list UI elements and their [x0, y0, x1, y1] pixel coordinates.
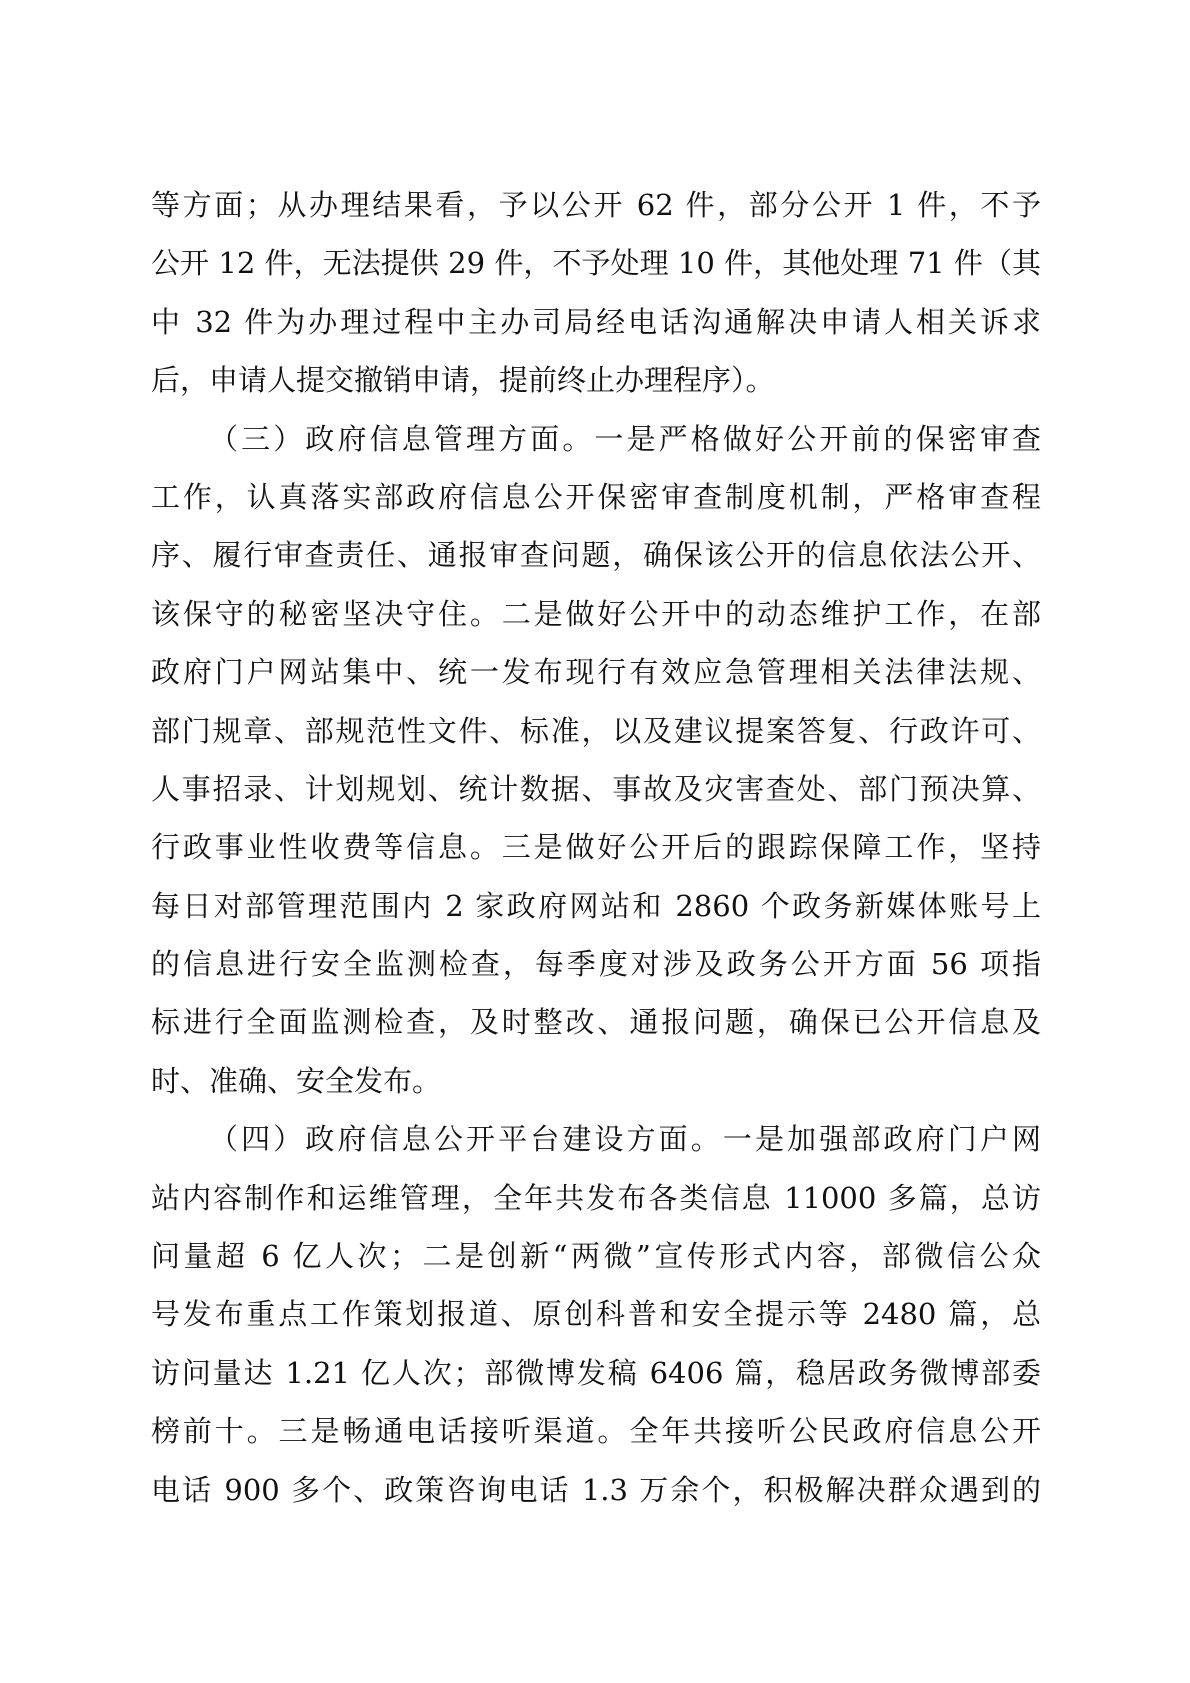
text-line: 中 32 件为办理过程中主办司局经电话沟通解决申请人相关诉求 — [151, 304, 1041, 339]
text-line: 电话 900 多个、政策咨询电话 1.3 万余个，积极解决群众遇到的 — [151, 1472, 1041, 1507]
text-line: 号发布重点工作策划报道、原创科普和安全提示等 2480 篇，总 — [151, 1297, 1041, 1332]
section-heading-line: （三）政府信息管理方面。一是严格做好公开前的保密审查 — [209, 421, 1041, 456]
text-line: 人事招录、计划规划、统计数据、事故及灾害查处、部门预决算、 — [151, 771, 1041, 806]
text-line: 工作，认真落实部政府信息公开保密审查制度机制，严格审查程 — [151, 479, 1041, 514]
text-line: 部门规章、部规范性文件、标准，以及建议提案答复、行政许可、 — [151, 713, 1041, 748]
section-heading-line: （四）政府信息公开平台建设方面。一是加强部政府门户网 — [209, 1122, 1041, 1157]
text-line: 问量超 6 亿人次；二是创新“两微”宣传形式内容，部微信公众 — [151, 1239, 1041, 1274]
text-line: 标进行全面监测检查，及时整改、通报问题，确保已公开信息及 — [151, 1005, 1041, 1040]
text-line: 公开 12 件，无法提供 29 件，不予处理 10 件，其他处理 71 件（其 — [151, 246, 1041, 281]
text-line: 后，申请人提交撤销申请，提前终止办理程序）。 — [151, 363, 775, 398]
text-line: 站内容制作和运维管理，全年共发布各类信息 11000 多篇，总访 — [151, 1180, 1041, 1215]
text-line: 访问量达 1.21 亿人次；部微博发稿 6406 篇，稳居政务微博部委 — [151, 1355, 1041, 1390]
text-line: 时、准确、安全发布。 — [151, 1063, 442, 1098]
text-line: 的信息进行安全监测检查，每季度对涉及政务公开方面 56 项指 — [151, 947, 1041, 982]
text-line: 等方面；从办理结果看，予以公开 62 件，部分公开 1 件，不予 — [151, 188, 1041, 222]
text-line: 榜前十。三是畅通电话接听渠道。全年共接听公民政府信息公开 — [151, 1414, 1041, 1449]
text-line: 每日对部管理范围内 2 家政府网站和 2860 个政务新媒体账号上 — [151, 888, 1041, 923]
text-line: 该保守的秘密坚决守住。二是做好公开中的动态维护工作，在部 — [151, 596, 1041, 631]
text-line: 政府门户网站集中、统一发布现行有效应急管理相关法律法规、 — [151, 655, 1041, 690]
text-line: 序、履行审查责任、通报审查问题，确保该公开的信息依法公开、 — [151, 538, 1041, 573]
body-text — [151, 176, 1041, 1519]
text-line: 行政事业性收费等信息。三是做好公开后的跟踪保障工作，坚持 — [151, 830, 1041, 865]
